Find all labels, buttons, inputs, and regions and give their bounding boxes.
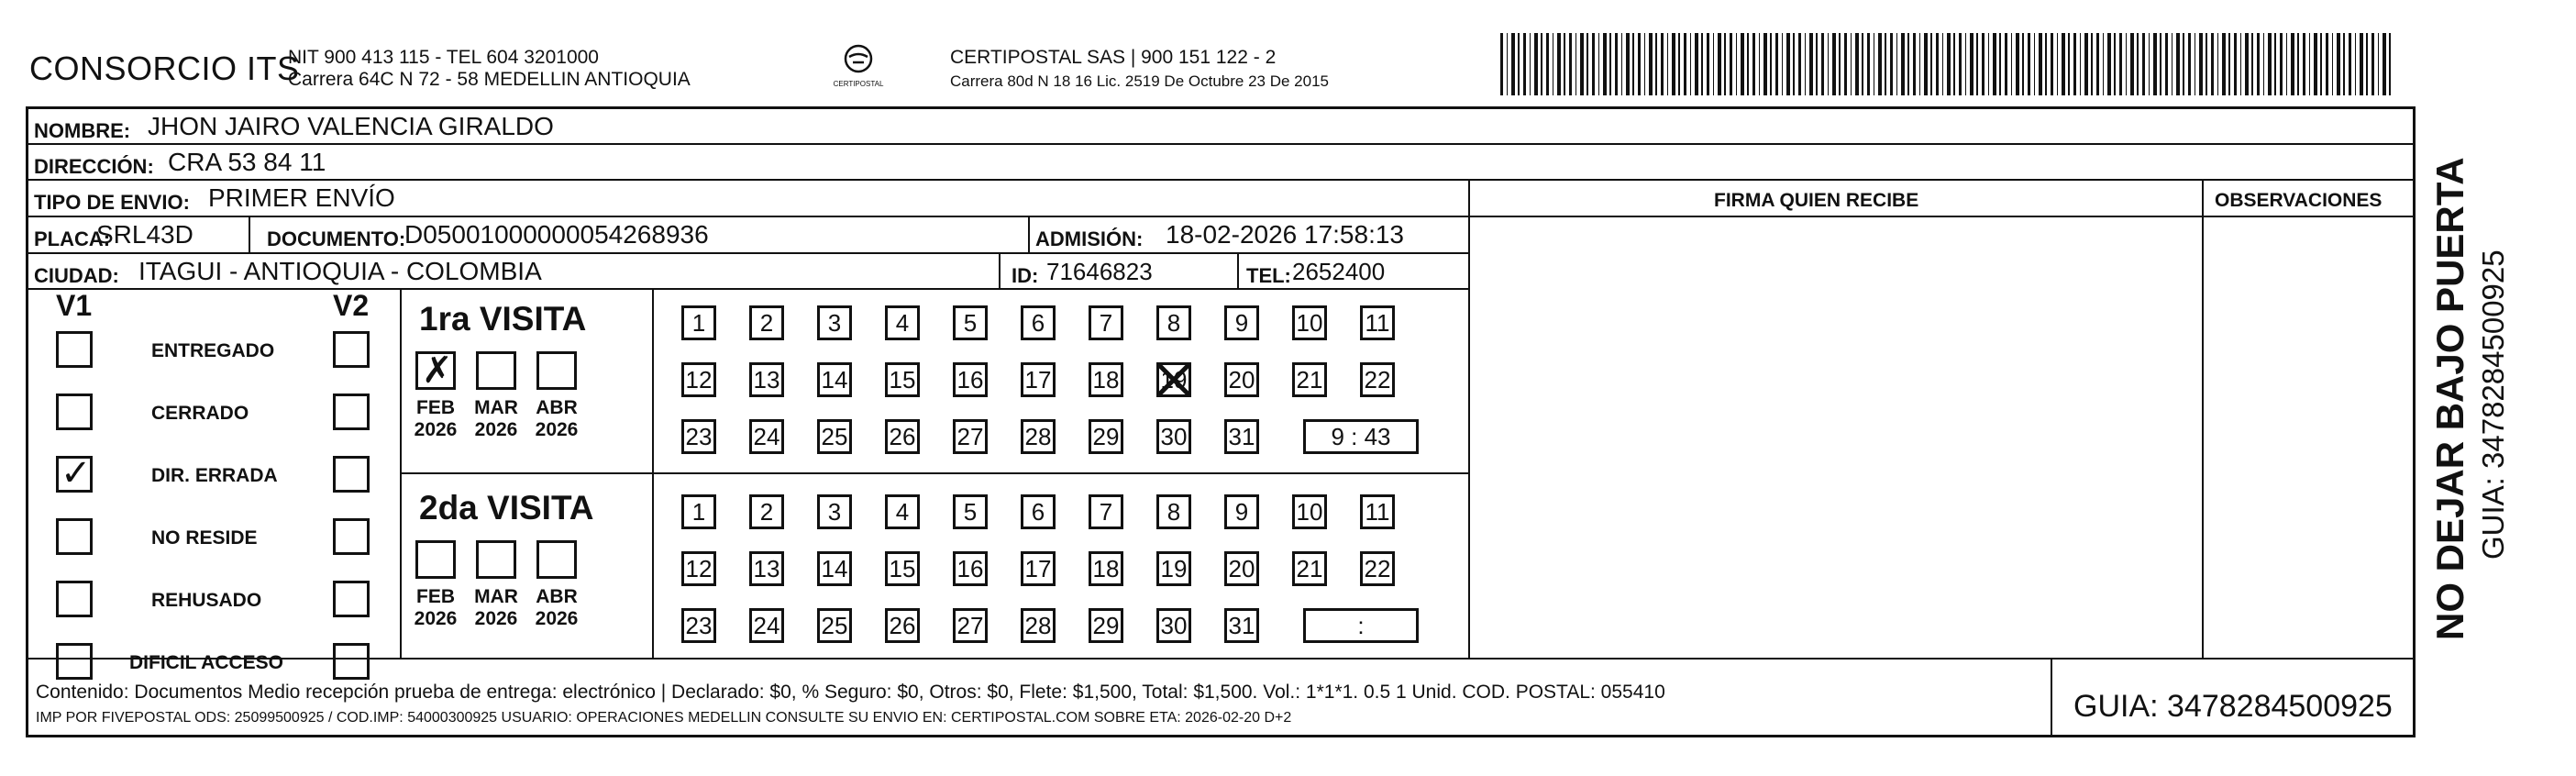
divider-placa (249, 217, 250, 254)
visit1-day-29[interactable]: 29 (1089, 419, 1123, 454)
visit1-day-3[interactable]: 3 (817, 305, 852, 340)
visit2-day-4[interactable]: 4 (885, 494, 920, 529)
direccion-value: CRA 53 84 11 (168, 148, 326, 176)
visit1-month-label (529, 397, 584, 441)
v2-checkbox-rehusado[interactable] (333, 581, 370, 617)
visit1-day-11[interactable]: 11 (1360, 305, 1395, 340)
status-label-dir-errada: DIR. ERRADA (151, 465, 278, 486)
visit2-day-16[interactable]: 16 (953, 551, 988, 586)
month-year: 2026 (474, 419, 518, 440)
status-label-cerrado: CERRADO (151, 403, 249, 424)
visit1-month-label (408, 397, 463, 441)
visit1-month-abr[interactable] (536, 351, 577, 390)
row-placa (28, 217, 1468, 254)
placa-value: SRL43D (96, 220, 193, 249)
visit1-day-6[interactable]: 6 (1021, 305, 1056, 340)
month-year: 2026 (535, 608, 579, 629)
nombre-value: JHON JAIRO VALENCIA GIRALDO (148, 112, 554, 140)
visit2-month-label (408, 586, 463, 630)
divider-tel (1237, 254, 1239, 290)
visit1-day-14[interactable]: 14 (817, 362, 852, 397)
month-name: ABR (536, 397, 578, 418)
month-year: 2026 (414, 608, 458, 629)
company-nit: NIT 900 413 115 - TEL 604 3201000 (288, 47, 599, 68)
visit1-day-28[interactable]: 28 (1021, 419, 1056, 454)
visit1-day-27[interactable]: 27 (953, 419, 988, 454)
visit2-day-7[interactable]: 7 (1089, 494, 1123, 529)
visit2-day-26[interactable]: 26 (885, 608, 920, 643)
visit1-day-31[interactable]: 31 (1224, 419, 1259, 454)
id-value: 71646823 (1046, 258, 1153, 285)
visit1-time-box[interactable]: 9 : 43 (1303, 419, 1419, 454)
visit2-day-1[interactable]: 1 (681, 494, 716, 529)
ciudad-value: ITAGUI - ANTIOQUIA - COLOMBIA (138, 257, 542, 285)
visit2-day-15[interactable]: 15 (885, 551, 920, 586)
visit1-day-2[interactable]: 2 (749, 305, 784, 340)
company-address: Carrera 64C N 72 - 58 MEDELLIN ANTIOQUIA (288, 69, 691, 90)
visit2-time-box[interactable]: : (1303, 608, 1419, 643)
month-name: FEB (416, 397, 455, 418)
visit1-day-25[interactable]: 25 (817, 419, 852, 454)
visit1-day-18[interactable]: 18 (1089, 362, 1123, 397)
v2-checkbox-no-reside[interactable] (333, 518, 370, 555)
visit2-day-6[interactable]: 6 (1021, 494, 1056, 529)
observaciones-label: OBSERVACIONES (2215, 190, 2383, 211)
v1-label: V1 (56, 289, 93, 322)
divider-visit-rows (400, 472, 1468, 474)
visit2-day-3[interactable]: 3 (817, 494, 852, 529)
v2-checkbox-entregado[interactable] (333, 331, 370, 368)
visit2-day-5[interactable]: 5 (953, 494, 988, 529)
status-label-entregado: ENTREGADO (151, 340, 275, 361)
admision-label: ADMISIÓN: (1035, 227, 1144, 250)
row-direccion (28, 145, 2413, 181)
visit2-month-mar[interactable] (476, 540, 516, 579)
documento-value: D05001000000054268936 (404, 220, 709, 249)
visit1-day-30[interactable]: 30 (1156, 419, 1191, 454)
v1-checkbox-dificil-acceso[interactable] (56, 643, 93, 680)
visit2-day-31[interactable]: 31 (1224, 608, 1259, 643)
cross-mark-icon: ✗ (422, 349, 453, 392)
month-name: MAR (474, 397, 518, 418)
visit1-month-label (469, 397, 524, 441)
v1-checkbox-dir-errada[interactable] (56, 452, 93, 494)
second-visit-title: 2da VISITA (419, 489, 594, 527)
visit2-day-18[interactable]: 18 (1089, 551, 1123, 586)
visit1-day-21[interactable]: 21 (1292, 362, 1327, 397)
divider-firma (1468, 181, 1470, 658)
footer-print-info: IMP POR FIVEPOSTAL ODS: 25099500925 / COD.IMP: 54000300925 USUARIO: OPERACIONES MEDELLIN CONSULTE SU ENVIO EN: CERTIPOSTAL.COM SOBRE ETA: 2026-02-20 D+2 (36, 710, 1292, 726)
month-name: FEB (416, 586, 455, 607)
visit1-day-15[interactable]: 15 (885, 362, 920, 397)
visit2-day-21[interactable]: 21 (1292, 551, 1327, 586)
visit1-day-8[interactable]: 8 (1156, 305, 1191, 340)
status-label-no-reside: NO RESIDE (151, 527, 258, 549)
tel-label: TEL: (1246, 264, 1291, 287)
v2-label: V2 (333, 289, 370, 322)
v2-checkbox-dificil-acceso[interactable] (333, 643, 370, 680)
visit1-day-19[interactable]: 19 (1156, 362, 1191, 397)
status-label-dificil-acceso: DIFICIL ACCESO (129, 652, 284, 673)
first-visit-title: 1ra VISITA (419, 300, 587, 338)
direccion-label: DIRECCIÓN: (34, 155, 154, 178)
checkmark-icon: ✓ (61, 452, 92, 494)
nombre-label: NOMBRE: (34, 119, 131, 142)
id-label: ID: (1012, 264, 1039, 287)
month-name: ABR (536, 586, 578, 607)
documento-label: DOCUMENTO: (267, 227, 406, 250)
visit1-day-12[interactable]: 12 (681, 362, 716, 397)
month-year: 2026 (474, 608, 518, 629)
visit2-day-27[interactable]: 27 (953, 608, 988, 643)
visit2-day-30[interactable]: 30 (1156, 608, 1191, 643)
visit2-day-22[interactable]: 22 (1360, 551, 1395, 586)
visit2-day-28[interactable]: 28 (1021, 608, 1056, 643)
tipo-value: PRIMER ENVÍO (208, 183, 395, 212)
row-nombre (28, 109, 2413, 145)
v1-checkbox-cerrado[interactable] (56, 394, 93, 430)
visit1-day-24[interactable]: 24 (749, 419, 784, 454)
visit1-day-26[interactable]: 26 (885, 419, 920, 454)
footer-content: Contenido: Documentos Medio recepción prueba de entrega: electrónico | Declarado: $0, % Seguro: $0, Otros: $0, Flete: $1,500, Total: $1,500. Vol.: 1*1*1. 0.5 1 Unid. COD. POSTAL: 055410 (36, 682, 1665, 703)
tel-value: 2652400 (1292, 258, 1386, 285)
v1-checkbox-rehusado[interactable] (56, 581, 93, 617)
divider-observaciones (2202, 181, 2204, 658)
visit1-day-9[interactable]: 9 (1224, 305, 1259, 340)
placa-label: PLACA: (34, 227, 111, 250)
certipostal-logo (831, 44, 886, 88)
visit1-day-7[interactable]: 7 (1089, 305, 1123, 340)
logo-icon (840, 44, 877, 75)
visit1-day-1[interactable]: 1 (681, 305, 716, 340)
visit1-day-5[interactable]: 5 (953, 305, 988, 340)
month-year: 2026 (414, 419, 458, 440)
visit1-day-4[interactable]: 4 (885, 305, 920, 340)
ciudad-label: CIUDAD: (34, 264, 119, 287)
footer-guia: GUIA: 3478284500925 (2073, 689, 2393, 724)
month-name: MAR (474, 586, 518, 607)
row-ciudad (28, 254, 1468, 290)
visit1-day-13[interactable]: 13 (749, 362, 784, 397)
visit2-day-29[interactable]: 29 (1089, 608, 1123, 643)
v2-checkbox-cerrado[interactable] (333, 394, 370, 430)
divider-guia (2051, 658, 2052, 737)
visit2-month-abr[interactable] (536, 540, 577, 579)
visit2-day-23[interactable]: 23 (681, 608, 716, 643)
visit2-day-9[interactable]: 9 (1224, 494, 1259, 529)
visit2-day-8[interactable]: 8 (1156, 494, 1191, 529)
visit2-month-label (529, 586, 584, 630)
logo-text: CERTIPOSTAL (833, 80, 884, 88)
visit2-day-2[interactable]: 2 (749, 494, 784, 529)
status-label-rehusado: REHUSADO (151, 590, 262, 611)
no-dejar-warning: NO DEJAR BAJO PUERTA (2428, 157, 2471, 640)
visit2-day-14[interactable]: 14 (817, 551, 852, 586)
visit1-day-10[interactable]: 10 (1292, 305, 1327, 340)
certipostal-name: CERTIPOSTAL SAS | 900 151 122 - 2 (950, 47, 1277, 68)
visit2-day-20[interactable]: 20 (1224, 551, 1259, 586)
divider-id (999, 254, 1001, 290)
visit2-day-12[interactable]: 12 (681, 551, 716, 586)
visit1-day-16[interactable]: 16 (953, 362, 988, 397)
v1-checkbox-no-reside[interactable] (56, 518, 93, 555)
visit1-day-17[interactable]: 17 (1021, 362, 1056, 397)
month-year: 2026 (535, 419, 579, 440)
visit1-month-feb[interactable] (415, 351, 456, 390)
visit2-day-10[interactable]: 10 (1292, 494, 1327, 529)
visit2-day-13[interactable]: 13 (749, 551, 784, 586)
visit1-day-20[interactable]: 20 (1224, 362, 1259, 397)
tipo-label: TIPO DE ENVIO: (34, 191, 190, 214)
barcode (1500, 33, 2394, 95)
delivery-form (26, 106, 2416, 737)
visit2-day-19[interactable]: 19 (1156, 551, 1191, 586)
side-guia: GUIA: 3478284500925 (2476, 249, 2510, 560)
row-tipo (28, 181, 2413, 217)
certipostal-address: Carrera 80d N 18 16 Lic. 2519 De Octubre 23 De 2015 (950, 72, 1329, 90)
visit1-day-22[interactable]: 22 (1360, 362, 1395, 397)
visit2-day-24[interactable]: 24 (749, 608, 784, 643)
admision-value: 18-02-2026 17:58:13 (1166, 220, 1404, 249)
visit2-day-11[interactable]: 11 (1360, 494, 1395, 529)
firma-label: FIRMA QUIEN RECIBE (1714, 190, 1919, 211)
divider-admision (1028, 217, 1030, 254)
visit2-day-17[interactable]: 17 (1021, 551, 1056, 586)
company-name: CONSORCIO ITS (29, 50, 300, 87)
visit2-month-feb[interactable] (415, 540, 456, 579)
visit2-day-25[interactable]: 25 (817, 608, 852, 643)
v1-checkbox-entregado[interactable] (56, 331, 93, 368)
divider-footer (28, 658, 2413, 660)
visit1-day-23[interactable]: 23 (681, 419, 716, 454)
v2-checkbox-dir-errada[interactable] (333, 456, 370, 493)
visit2-month-label (469, 586, 524, 630)
visit1-month-mar[interactable] (476, 351, 516, 390)
